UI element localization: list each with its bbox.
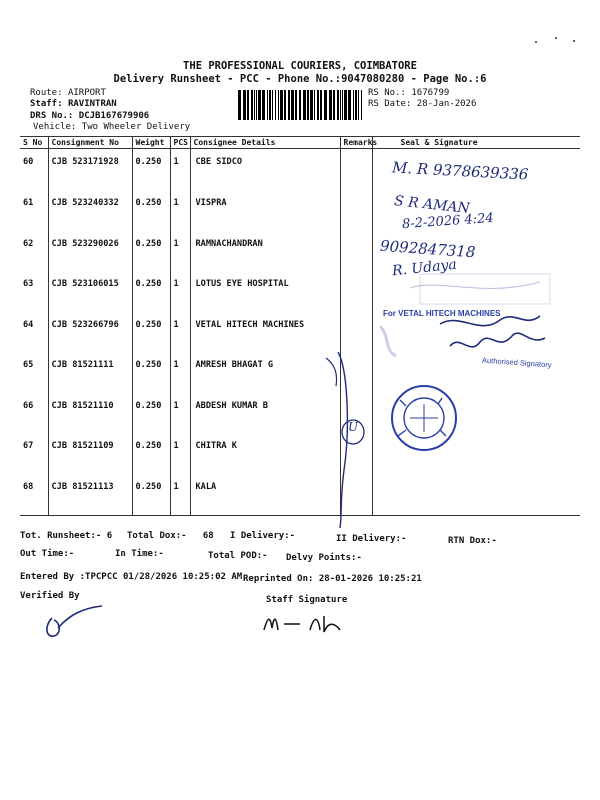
out-time: Out Time:- — [20, 549, 75, 559]
in-time: In Time:- — [115, 549, 164, 559]
company-title: THE PROFESSIONAL COURIERS, COIMBATORE — [183, 60, 417, 72]
cell-sno: 62 — [20, 231, 48, 272]
signature-row-62-name: R. Udaya — [391, 256, 458, 280]
barcode-bar — [355, 90, 357, 120]
total-dox — [127, 531, 214, 541]
barcode-bar — [267, 90, 268, 120]
cell-consignee: KALA — [190, 474, 340, 516]
cell-pcs: 1 — [170, 149, 190, 191]
cell-sno: 61 — [20, 190, 48, 231]
i-delivery: I Delivery:- — [230, 531, 296, 541]
cell-seal-signature — [372, 271, 580, 312]
table-row — [20, 149, 580, 191]
table-row — [20, 312, 580, 353]
barcode-bar — [348, 90, 351, 120]
barcode-bar — [243, 90, 246, 120]
barcode-bar — [269, 90, 271, 120]
cell-seal-signature — [372, 190, 580, 231]
barcode-bar — [303, 90, 306, 120]
cell-weight: 0.250 — [132, 149, 170, 191]
barcode-bar — [340, 90, 341, 120]
cell-consignment: CJB 81521110 — [48, 393, 132, 434]
cell-seal-signature — [372, 231, 580, 272]
staff-line — [30, 99, 117, 109]
company-stamp-row-64: For VETAL HITECH MACHINES — [383, 309, 501, 318]
verifier-signature — [40, 604, 110, 642]
cell-pcs: 1 — [170, 312, 190, 353]
cell-pcs: 1 — [170, 231, 190, 272]
cell-weight: 0.250 — [132, 352, 170, 393]
cell-consignment: CJB 81521109 — [48, 433, 132, 474]
cell-consignee: RAMNACHANDRAN — [190, 231, 340, 272]
route-line — [30, 88, 106, 98]
total-dox-value: 68 — [202, 531, 214, 541]
cell-seal-signature — [372, 149, 580, 191]
runsheet-table — [20, 136, 580, 516]
cell-sno: 60 — [20, 149, 48, 191]
col-sno: S No — [20, 137, 48, 149]
route-value: AIRPORT — [67, 88, 106, 98]
cell-weight: 0.250 — [132, 271, 170, 312]
circled-letter: U — [348, 420, 359, 434]
barcode-bar — [320, 90, 322, 120]
staff-signature-mark — [262, 608, 352, 638]
staff-signature-label: Staff Signature — [266, 595, 348, 605]
cell-remarks — [340, 190, 372, 231]
cell-pcs: 1 — [170, 190, 190, 231]
barcode-bar — [284, 90, 286, 120]
barcode-bar — [254, 90, 255, 120]
staff-value: RAVINTRAN — [67, 99, 117, 109]
cell-consignment: CJB 523171928 — [48, 149, 132, 191]
col-consignee: Consignee Details — [190, 137, 340, 149]
cell-weight: 0.250 — [132, 393, 170, 434]
tot-runsheet: Tot. Runsheet:- 6 — [20, 531, 113, 541]
signature-row-61-date: 8-2-2026 4:24 — [401, 210, 495, 233]
rs-no-label: RS No.: — [368, 88, 406, 98]
cell-consignment: CJB 81521113 — [48, 474, 132, 516]
cell-consignment: CJB 81521111 — [48, 352, 132, 393]
table-row — [20, 190, 580, 231]
cell-weight: 0.250 — [132, 474, 170, 516]
barcode-bar — [251, 90, 253, 120]
signature-row-62-phone: 9092847318 — [379, 236, 476, 262]
barcode-bar — [295, 90, 297, 120]
cell-consignee: VISPRA — [190, 190, 340, 231]
barcode-bar — [317, 90, 319, 120]
drs-label: DRS No.: — [30, 111, 74, 121]
drs-value: DCJB167679906 — [78, 111, 150, 121]
table-row — [20, 231, 580, 272]
cell-weight: 0.250 — [132, 190, 170, 231]
barcode-bar — [342, 90, 343, 120]
staff-label: Staff: — [30, 99, 63, 109]
vehicle-value: Two Wheeler Delivery — [81, 122, 191, 132]
scan-specks — [530, 34, 580, 48]
barcode-bar — [256, 90, 257, 120]
signature-row-61-name: S R AMAN — [393, 193, 471, 217]
runsheet-subtitle: Delivery Runsheet - PCC - Phone No.:9047080280 - Page No.:6 — [113, 73, 487, 85]
barcode-bar — [262, 90, 265, 120]
barcode-bar — [344, 90, 347, 120]
barcode-bar — [353, 90, 354, 120]
rs-date-label: RS Date: — [368, 99, 412, 109]
cell-sno: 64 — [20, 312, 48, 353]
cell-sno: 67 — [20, 433, 48, 474]
table-row — [20, 271, 580, 312]
barcode-bar — [291, 90, 294, 120]
verified-by: Verified By — [20, 591, 80, 601]
cell-remarks — [340, 149, 372, 191]
col-remarks: Remarks — [340, 137, 372, 149]
cell-remarks — [340, 271, 372, 312]
cell-seal-signature — [372, 312, 580, 353]
cell-weight: 0.250 — [132, 312, 170, 353]
cell-consignment: CJB 523240332 — [48, 190, 132, 231]
barcode-bar — [358, 90, 359, 120]
entered-by: Entered By :TPCPCC 01/28/2026 10:25:02 AM — [20, 572, 243, 582]
cell-weight: 0.250 — [132, 433, 170, 474]
reprinted-on: Reprinted On: 28-01-2026 10:25:21 — [243, 574, 422, 584]
rs-no-line — [368, 88, 449, 98]
col-consignment: Consignment No — [48, 137, 132, 149]
barcode-bar — [324, 90, 327, 120]
col-seal-signature: Seal & Signature — [372, 137, 580, 149]
col-weight: Weight — [132, 137, 170, 149]
cell-remarks — [340, 312, 372, 353]
rs-date-value: 28-Jan-2026 — [416, 99, 477, 109]
barcode-bar — [272, 90, 273, 120]
cell-consignee: ABDESH KUMAR B — [190, 393, 340, 434]
delvy-points: Delvy Points:- — [286, 553, 362, 563]
barcode-bar — [278, 90, 279, 120]
barcode-bar — [247, 90, 249, 120]
cell-consignee: LOTUS EYE HOSPITAL — [190, 271, 340, 312]
barcode-bar — [361, 90, 362, 120]
cell-seal-signature — [372, 352, 580, 393]
barcode — [238, 90, 364, 120]
barcode-bar — [280, 90, 283, 120]
cell-remarks — [340, 231, 372, 272]
barcode-bar — [310, 90, 313, 120]
cell-consignment: CJB 523106015 — [48, 271, 132, 312]
vehicle-label: Vehicle: — [33, 122, 77, 132]
cell-pcs: 1 — [170, 352, 190, 393]
col-pcs: PCS — [170, 137, 190, 149]
total-dox-label: Total Dox:- — [127, 531, 187, 541]
cell-consignment: CJB 523266796 — [48, 312, 132, 353]
barcode-bar — [238, 90, 241, 120]
barcode-bar — [258, 90, 261, 120]
cell-pcs: 1 — [170, 393, 190, 434]
table-row — [20, 433, 580, 474]
barcode-bar — [288, 90, 290, 120]
cell-consignee: AMRESH BHAGAT G — [190, 352, 340, 393]
cell-pcs: 1 — [170, 271, 190, 312]
barcode-bar — [333, 90, 335, 120]
rtn-dox: RTN Dox:- — [448, 536, 497, 546]
cell-seal-signature — [372, 474, 580, 516]
total-pod: Total POD:- — [208, 551, 268, 561]
route-label: Route: — [30, 88, 63, 98]
cell-consignee: VETAL HITECH MACHINES — [190, 312, 340, 353]
cell-weight: 0.250 — [132, 231, 170, 272]
barcode-bar — [337, 90, 339, 120]
rs-no-value: 1676799 — [411, 88, 450, 98]
cell-seal-signature — [372, 393, 580, 434]
table-row — [20, 474, 580, 516]
cell-seal-signature — [372, 433, 580, 474]
cell-remarks — [340, 433, 372, 474]
barcode-bar — [314, 90, 315, 120]
table-header-row — [20, 137, 580, 149]
cell-sno: 66 — [20, 393, 48, 434]
drs-line — [30, 111, 149, 121]
cell-consignee: CHITRA K — [190, 433, 340, 474]
barcode-bar — [275, 90, 276, 120]
barcode-bar — [307, 90, 309, 120]
table-row — [20, 352, 580, 393]
cell-remarks — [340, 474, 372, 516]
barcode-bar — [329, 90, 332, 120]
signature-row-60: M. R 9378639336 — [391, 158, 529, 184]
vehicle-line — [33, 122, 190, 132]
cell-pcs: 1 — [170, 474, 190, 516]
cell-consignee: CBE SIDCO — [190, 149, 340, 191]
cell-sno: 63 — [20, 271, 48, 312]
cell-remarks — [340, 393, 372, 434]
cell-sno: 65 — [20, 352, 48, 393]
table-row — [20, 393, 580, 434]
cell-consignment: CJB 523290026 — [48, 231, 132, 272]
ii-delivery: II Delivery:- — [336, 534, 407, 544]
cell-sno: 68 — [20, 474, 48, 516]
cell-pcs: 1 — [170, 433, 190, 474]
barcode-bar — [299, 90, 301, 120]
authorised-signatory: Authorised Signatory — [481, 355, 552, 370]
rs-date-line — [368, 99, 476, 109]
cell-remarks — [340, 352, 372, 393]
